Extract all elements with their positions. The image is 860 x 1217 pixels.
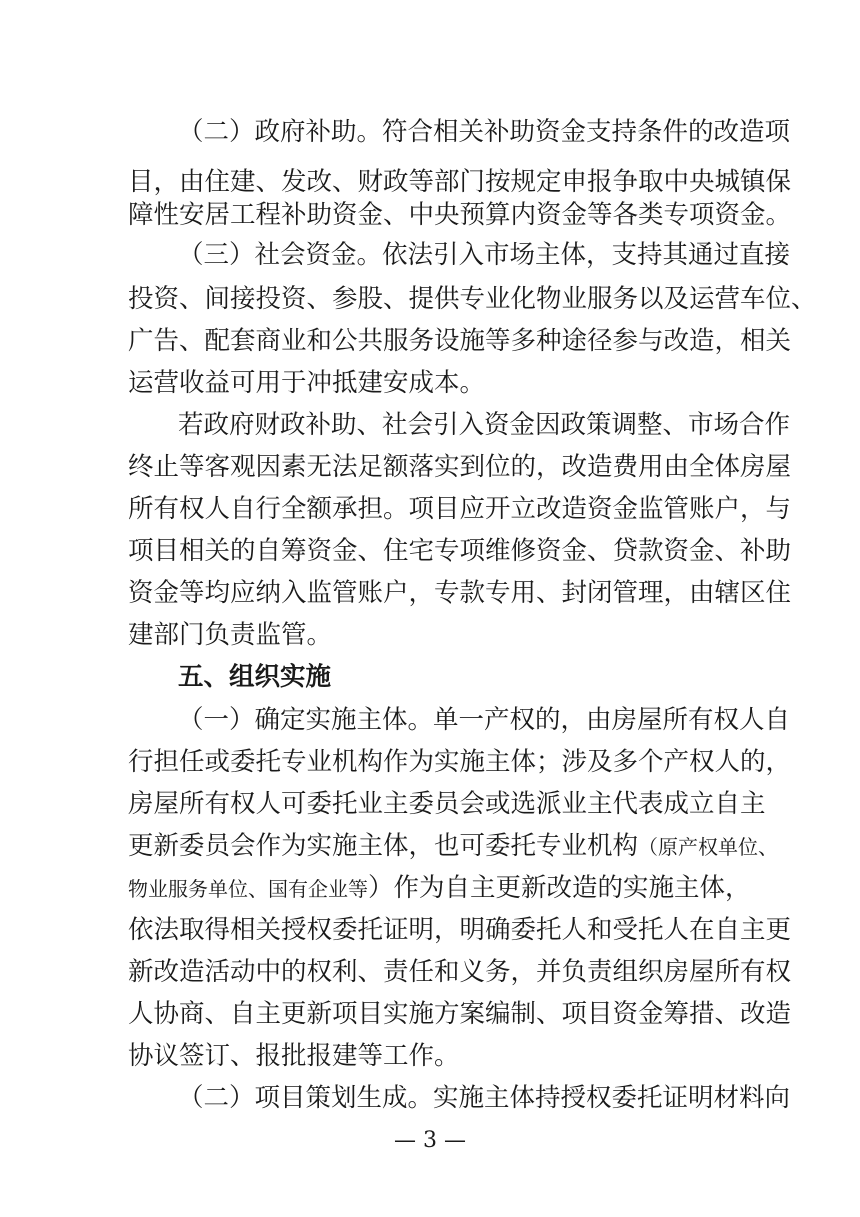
parenthetical-note: （原产权单位、 xyxy=(638,835,779,859)
paragraph-line: 房屋所有权人可委托业主委员会或选派业主代表成立自主 xyxy=(128,789,766,819)
paragraph-line: （一）确定实施主体。单一产权的，由房屋所有权人自 xyxy=(178,705,791,735)
paragraph-line: 人协商、自主更新项目实施方案编制、项目资金筹措、改造 xyxy=(128,999,792,1029)
paragraph-line xyxy=(128,873,751,903)
paragraph-line: 目，由住建、发改、财政等部门按规定申报争取中央城镇保 xyxy=(128,167,792,197)
paragraph-line: 运营收益可用于冲抵建安成本。 xyxy=(128,368,486,398)
paragraph-line: （二）项目策划生成。实施主体持授权委托证明材料向 xyxy=(178,1083,791,1113)
paragraph-line: 障性安居工程补助资金、中央预算内资金等各类专项资金。 xyxy=(128,200,792,230)
paragraph-line: （三）社会资金。依法引入市场主体，支持其通过直接 xyxy=(178,240,791,270)
paragraph-line: 依法取得相关授权委托证明，明确委托人和受托人在自主更 xyxy=(128,915,792,945)
paragraph-line: 建部门负责监管。 xyxy=(128,620,333,650)
paragraph-line: 新改造活动中的权利、责任和义务，并负责组织房屋所有权 xyxy=(128,957,792,987)
paragraph-line: 协议签订、报批报建等工作。 xyxy=(128,1041,460,1071)
line-text: ）作为自主更新改造的实施主体， xyxy=(368,873,751,903)
paragraph-line: 资金等均应纳入监管账户，专款专用、封闭管理，由辖区住 xyxy=(128,578,792,608)
page-number: — 3 — xyxy=(394,1128,466,1153)
paragraph-line: 所有权人自行全额承担。项目应开立改造资金监管账户，与 xyxy=(128,494,792,524)
paragraph-line: 终止等客观因素无法足额落实到位的，改造费用由全体房屋 xyxy=(128,452,792,482)
paragraph-line: （二）政府补助。符合相关补助资金支持条件的改造项 xyxy=(178,117,791,147)
paragraph-line: 投资、间接投资、参股、提供专业化物业服务以及运营车位、 xyxy=(128,284,817,314)
line-text: 更新委员会作为实施主体，也可委托专业机构 xyxy=(128,831,639,861)
paragraph-line: 项目相关的自筹资金、住宅专项维修资金、贷款资金、补助 xyxy=(128,536,792,566)
section-heading: 五、组织实施 xyxy=(178,662,332,692)
paragraph-line: 若政府财政补助、社会引入资金因政策调整、市场合作 xyxy=(178,410,791,440)
paragraph-line xyxy=(128,831,779,861)
parenthetical-note: 物业服务单位、国有企业等 xyxy=(128,877,368,901)
paragraph-line: 广告、配套商业和公共服务设施等多种途径参与改造，相关 xyxy=(128,326,792,356)
paragraph-line: 行担任或委托专业机构作为实施主体；涉及多个产权人的， xyxy=(128,747,792,777)
